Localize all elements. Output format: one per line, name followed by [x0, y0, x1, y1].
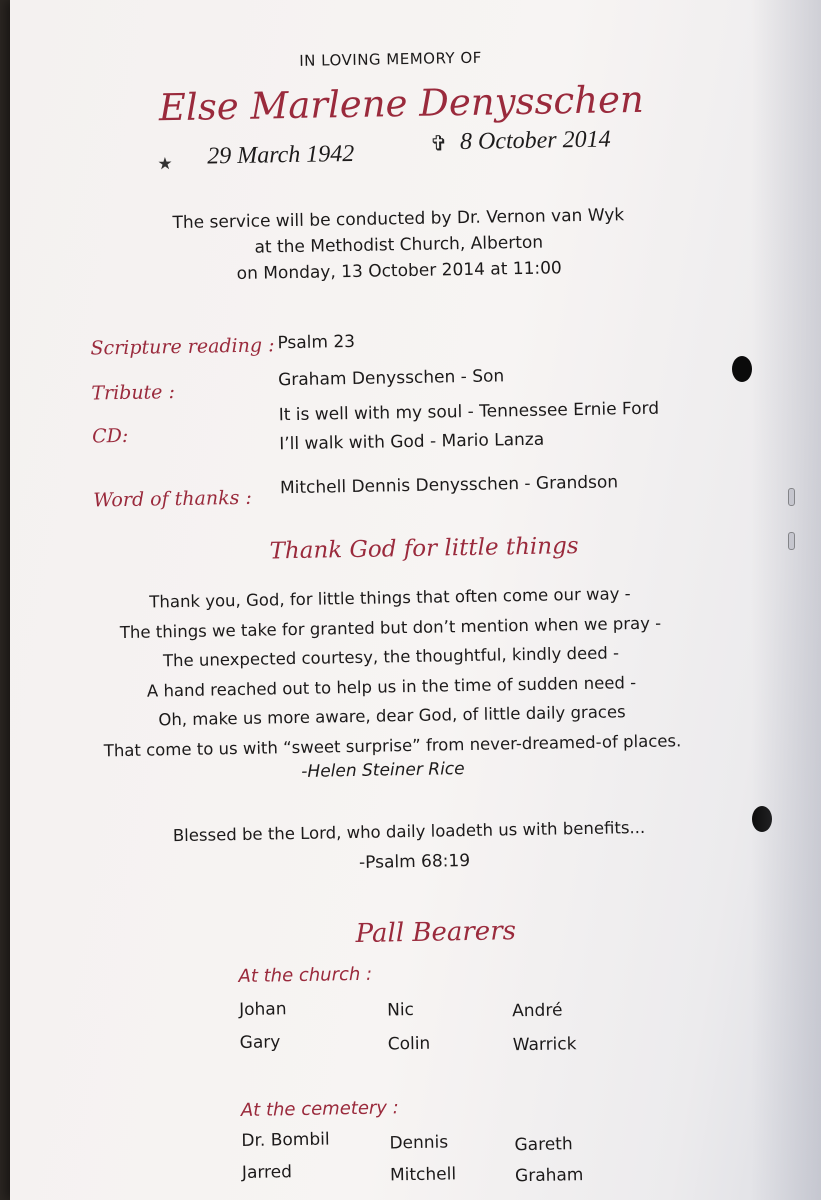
scripture-label: Scripture reading : [90, 334, 275, 360]
staple [788, 532, 795, 550]
pallbearer-name: Nic [386, 999, 415, 1021]
poem-body [10, 577, 773, 767]
poem-title: Thank God for little things [269, 533, 579, 565]
cd-value-1: It is well with my soul - Tennessee Ernie Ford [278, 398, 660, 426]
service-line-3: on Monday, 13 October 2014 at 11:00 [236, 258, 562, 284]
pallbearer-name: André [512, 1000, 563, 1022]
poem-line: Thank you, God, for little things that often come our way - [149, 584, 631, 612]
poem-line: Oh, make us more aware, dear God, of little daily graces [158, 702, 626, 730]
pallbearers-title: Pall Bearers [355, 916, 517, 949]
pallbearer-name: Dr. Bombil [241, 1129, 330, 1152]
service-line-1: The service will be conducted by Dr. Vernon van Wyk [172, 205, 625, 234]
word-of-thanks-value: Mitchell Dennis Denysschen - Grandson [279, 472, 619, 499]
verse-reference: -Psalm 68:19 [358, 850, 471, 873]
pallbearer-name: Gary [239, 1032, 281, 1054]
service-details [18, 200, 779, 291]
pallbearer-name: Johan [238, 999, 287, 1021]
poem-line: A hand reached out to help us in the time of sudden need - [146, 672, 637, 701]
at-cemetery-label: At the cemetery : [240, 1097, 399, 1122]
poem-author: -Helen Steiner Rice [301, 759, 465, 782]
cd-label: CD: [91, 424, 129, 448]
verse-text: Blessed be the Lord, who daily loadeth us with benefits... [172, 817, 646, 846]
cross-icon: ✞ [429, 132, 448, 156]
pallbearer-name: Colin [387, 1033, 431, 1055]
pallbearer-name: Jarred [241, 1162, 293, 1184]
pallbearer-name: Warrick [512, 1034, 577, 1056]
pallbearer-name: Gareth [514, 1134, 573, 1156]
cd-value-2: I’ll walk with God - Mario Lanza [279, 429, 545, 455]
in-loving-memory-heading: IN LOVING MEMORY OF [299, 48, 482, 70]
program-content [10, 0, 821, 1200]
poem-line: The things we take for granted but don’t mention when we pray - [119, 613, 662, 642]
pallbearer-name: Mitchell [389, 1164, 457, 1186]
punch-hole [752, 806, 772, 832]
poem-line: The unexpected courtesy, the thoughtful, kindly deed - [162, 643, 620, 671]
deceased-name: Else Marlene Denysschen [158, 77, 645, 130]
punch-hole [732, 356, 752, 382]
tribute-label: Tribute : [91, 381, 176, 405]
staple [788, 488, 795, 506]
program-page [10, 0, 821, 1200]
word-of-thanks-label: Word of thanks : [93, 486, 253, 512]
scripture-value: Psalm 23 [277, 331, 356, 354]
tribute-value: Graham Denysschen - Son [277, 366, 505, 391]
at-church-label: At the church : [238, 963, 373, 988]
pallbearer-name: Graham [514, 1165, 584, 1187]
pallbearer-name: Dennis [389, 1132, 449, 1154]
service-line-2: at the Methodist Church, Alberton [254, 232, 544, 258]
poem-line: That come to us with “sweet surprise” from never-dreamed-of places. [103, 730, 682, 760]
death-date: 8 October 2014 [459, 126, 611, 156]
star-icon: ★ [157, 154, 173, 174]
birth-date: 29 March 1942 [207, 140, 355, 170]
